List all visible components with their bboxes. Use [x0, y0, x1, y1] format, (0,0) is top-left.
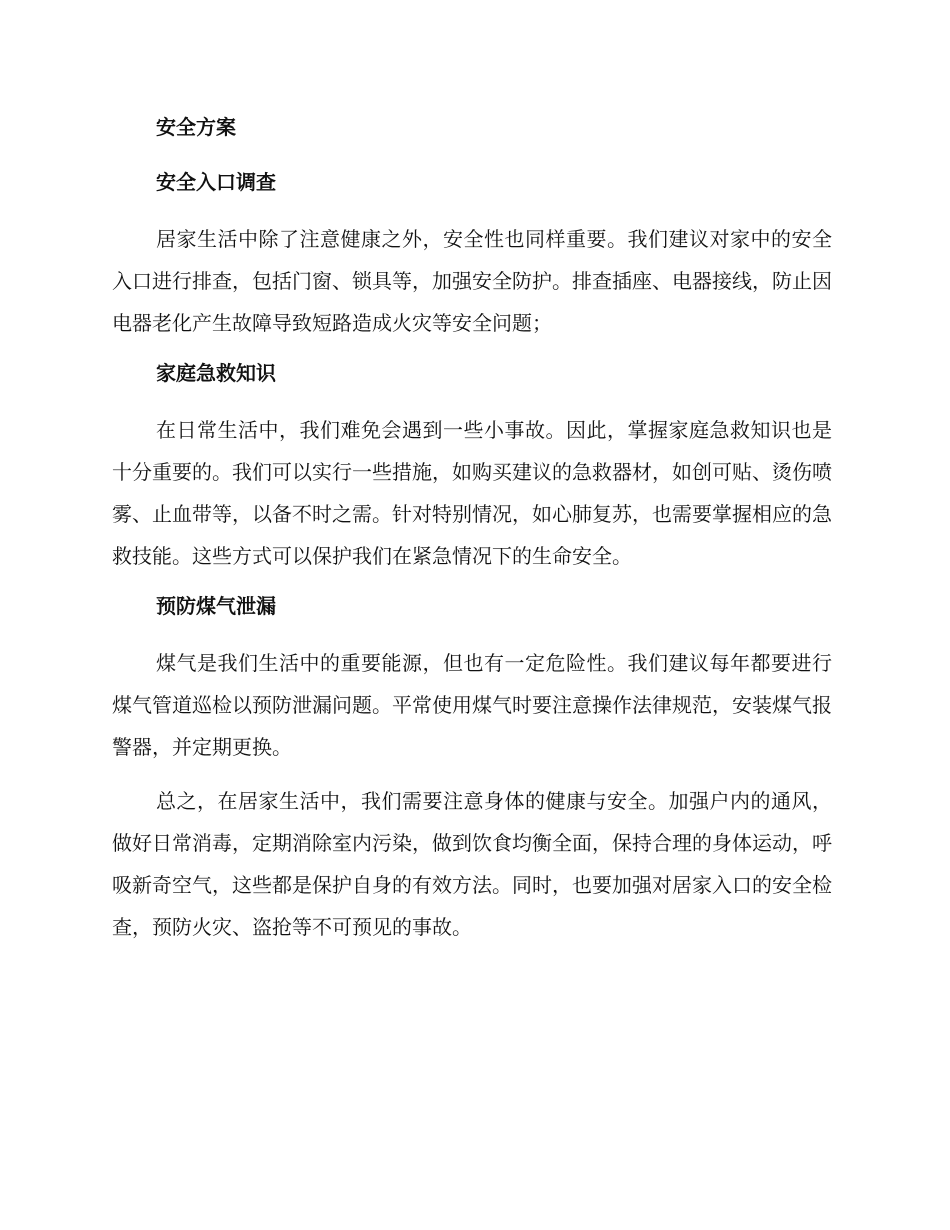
- section-paragraph-entrance-check: 居家生活中除了注意健康之外，安全性也同样重要。我们建议对家中的安全入口进行排查，包括门窗、锁具等，加强安全防护。排查插座、电器接线，防止因电器老化产生故障导致短路造成火灾等安全问题；: [112, 227, 832, 335]
- section-heading-entrance-check: 安全入口调查: [156, 170, 276, 194]
- section-paragraph-first-aid: 在日常生活中，我们难免会遇到一些小事故。因此，掌握家庭急救知识也是十分重要的。我们可以实行一些措施，如购买建议的急救器材，如创可贴、烫伤喷雾、止血带等，以备不时之需。针对特别情况，如心肺复苏，也需要掌握相应的急救技能。这些方式可以保护我们在紧急情况下的生命安全。: [112, 418, 832, 568]
- conclusion-paragraph: 总之，在居家生活中，我们需要注意身体的健康与安全。加强户内的通风，做好日常消毒，定期消除室内污染，做到饮食均衡全面，保持合理的身体运动，呼吸新奇空气，这些都是保护自身的有效方法。同时，也要加强对居家入口的安全检查，预防火灾、盗抢等不可预见的事故。: [112, 789, 832, 939]
- section-paragraph-gas-leak: 煤气是我们生活中的重要能源，但也有一定危险性。我们建议每年都要进行煤气管道巡检以预防泄漏问题。平常使用煤气时要注意操作法律规范，安装煤气报警器，并定期更换。: [112, 651, 832, 759]
- section-heading-first-aid: 家庭急救知识: [156, 361, 276, 385]
- section-heading-gas-leak: 预防煤气泄漏: [156, 594, 276, 618]
- document-title: 安全方案: [156, 115, 236, 139]
- document-page: [112, 104, 832, 948]
